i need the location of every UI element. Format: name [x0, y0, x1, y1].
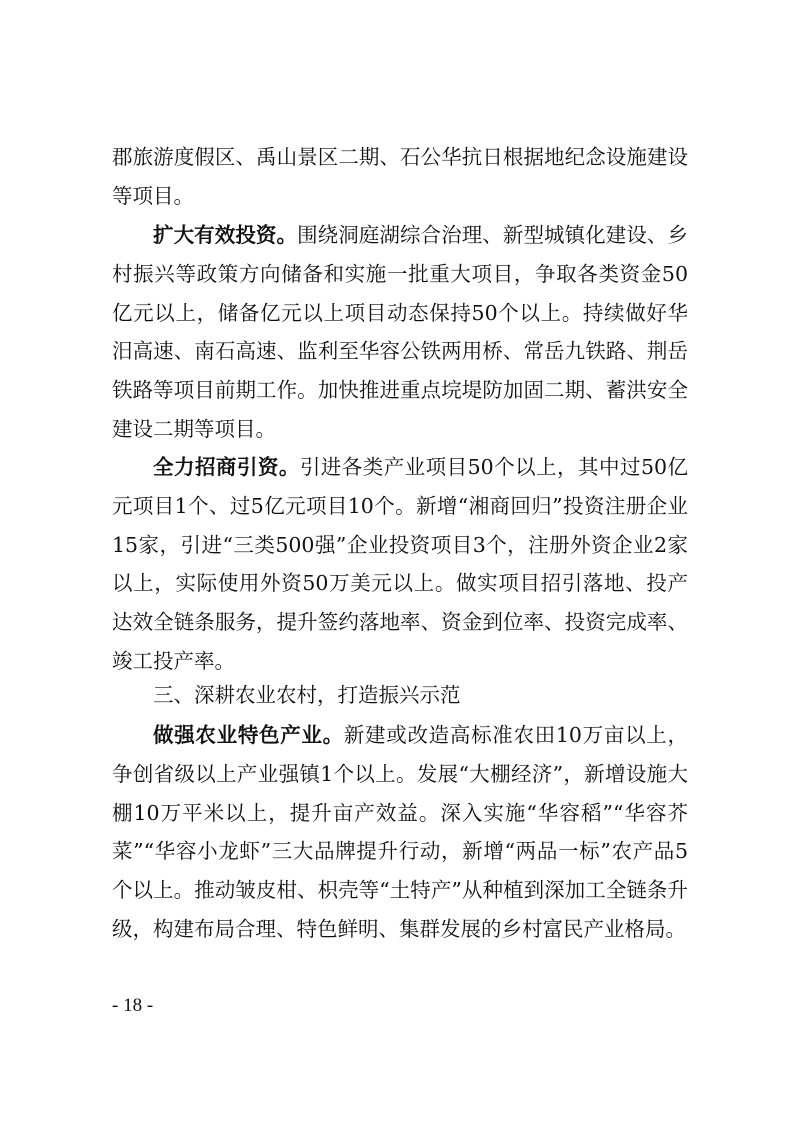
paragraph-expand-investment [112, 216, 688, 449]
paragraph-lead: 扩大有效投资。 [153, 223, 298, 247]
paragraph-lead: 全力招商引资。 [153, 455, 300, 479]
paragraph-attract-investment [112, 448, 688, 681]
paragraph-text: 郡旅游度假区、禹山景区二期、石公华抗日根据地纪念设施建设等项目。 [112, 145, 688, 208]
paragraph-agriculture [112, 716, 688, 949]
paragraph-continuation [112, 138, 688, 216]
paragraph-text: 围绕洞庭湖综合治理、新型城镇化建设、乡村振兴等政策方向储备和实施一批重大项目，争取各类资金50亿元以上，储备亿元以上项目动态保持50个以上。持续做好华汨高速、南石高速、监利至华容公铁两用桥、常岳九铁路、荆岳铁路等项目前期工作。加快推进重点垸堤防加固二期、蓄洪安全建设二期等项目。 [112, 223, 689, 441]
paragraph-text: 新建或改造高标准农田10万亩以上，争创省级以上产业强镇1个以上。发展“大棚经济”，新增设施大棚10万平米以上，提升亩产效益。深入实施“华容稻”“华容芥菜”“华容小龙虾”三大品牌提升行动，新增“两品一标”农产品5个以上。推动皱皮柑、枳壳等“土特产”从种植到深加工全链条升级，构建布局合理、特色鲜明、集群发展的乡村富民产业格局。 [112, 723, 688, 941]
page-number: - 18 - [112, 995, 154, 1016]
paragraph-lead: 做强农业特色产业。 [153, 723, 344, 747]
section-heading: 三、深耕农业农村，打造振兴示范 [153, 683, 461, 707]
paragraph-text: 引进各类产业项目50个以上，其中过50亿元项目1个、过5亿元项目10个。新增“湘商回归”投资注册企业15家，引进“三类500强”企业投资项目3个，注册外资企业2家以上，实际使用外资50万美元以上。做实项目招引落地、投产达效全链条服务，提升签约落地率、资金到位率、投资完成率、竣工投产率。 [112, 455, 689, 673]
